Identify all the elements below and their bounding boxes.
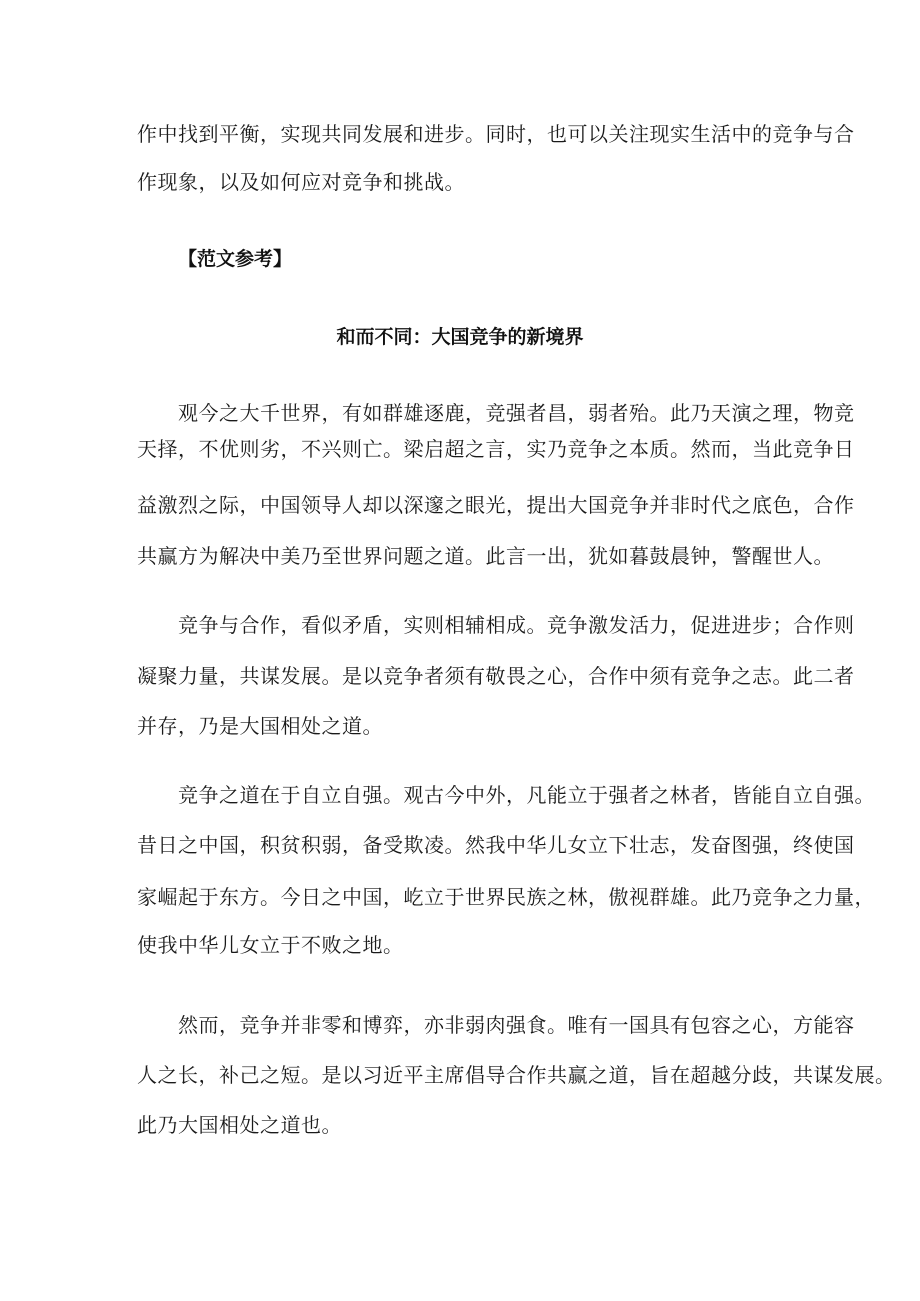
paragraph-line: 昔日之中国，积贫积弱，备受欺凌。然我中华儿女立下壮志，发奋图强，终使国 bbox=[137, 833, 855, 857]
paragraph-line: 竞争与合作，看似矛盾，实则相辅相成。竞争激发活力，促进进步；合作则 bbox=[178, 613, 855, 637]
paragraph-line: 竞争之道在于自立自强。观古今中外，凡能立于强者之林者，皆能自立自强。 bbox=[178, 783, 875, 807]
paragraph-line: 凝聚力量，共谋发展。是以竞争者须有敬畏之心，合作中须有竞争之志。此二者 bbox=[137, 664, 855, 688]
paragraph-line: 家崛起于东方。今日之中国，屹立于世界民族之林，傲视群雄。此乃竞争之力量， bbox=[137, 885, 875, 909]
paragraph-line: 并存，乃是大国相处之道。 bbox=[137, 714, 383, 738]
paragraph-line: 此乃大国相处之道也。 bbox=[137, 1113, 342, 1137]
paragraph-line: 然而，竞争并非零和博弈，亦非弱肉强食。唯有一国具有包容之心，方能容 bbox=[178, 1013, 855, 1037]
paragraph-line: 益激烈之际，中国领导人却以深邃之眼光，提出大国竞争并非时代之底色，合作 bbox=[137, 493, 855, 517]
section-label: 【范文参考】 bbox=[178, 248, 293, 270]
paragraph-line: 观今之大千世界，有如群雄逐鹿，竞强者昌，弱者殆。此乃天演之理，物竞 bbox=[178, 401, 855, 425]
intro-line: 作现象，以及如何应对竞争和挑战。 bbox=[137, 170, 465, 194]
paragraph-line: 使我中华儿女立于不败之地。 bbox=[137, 933, 404, 957]
paragraph-line: 天择，不优则劣，不兴则亡。梁启超之言，实乃竞争之本质。然而，当此竞争日 bbox=[137, 437, 855, 461]
paragraph-line: 共赢方为解决中美乃至世界问题之道。此言一出，犹如暮鼓晨钟，警醒世人。 bbox=[137, 544, 834, 568]
intro-line: 作中找到平衡，实现共同发展和进步。同时，也可以关注现实生活中的竞争与合 bbox=[137, 122, 855, 146]
article-title: 和而不同：大国竞争的新境界 bbox=[336, 326, 584, 348]
paragraph-line: 人之长，补己之短。是以习近平主席倡导合作共赢之道，旨在超越分歧，共谋发展。 bbox=[137, 1063, 896, 1087]
